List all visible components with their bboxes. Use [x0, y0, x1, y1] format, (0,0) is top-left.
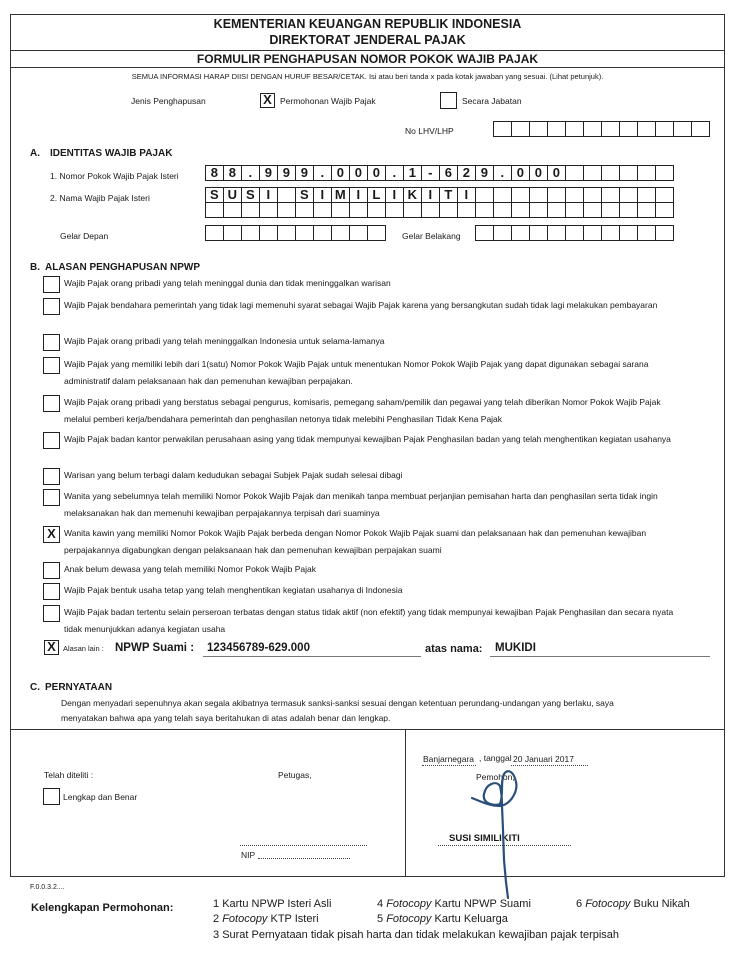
name-input-row-2[interactable]	[206, 202, 674, 218]
char-box[interactable]: 2	[457, 165, 476, 181]
char-box[interactable]	[565, 187, 584, 203]
char-box[interactable]	[619, 165, 638, 181]
char-box[interactable]: I	[421, 187, 440, 203]
reason-text: Wajib Pajak yang memiliki lebih dari 1(satu) Nomor Pokok Wajib Pajak untuk menentukan Nomor Pokok Wajib Pajak yang dapat digunakan sebagai sarana administratif dalam pelaksanaan hak dan pemenuhan kewajiban perpajakan.	[64, 359, 649, 386]
char-box[interactable]	[259, 225, 278, 241]
char-box[interactable]	[385, 202, 404, 218]
reason-text: Wajib Pajak badan kantor perwakilan perusahaan asing yang tidak mempunyai kewajiban Pajak Penghasilan badan yang telah menghentikan kegiatan usahanya	[64, 434, 671, 444]
char-box[interactable]: L	[367, 187, 386, 203]
reason-text: Anak belum dewasa yang telah memiliki Nomor Pokok Wajib Pajak	[64, 564, 316, 574]
char-box[interactable]	[349, 225, 368, 241]
attachment-item	[377, 898, 531, 910]
char-box[interactable]	[601, 165, 620, 181]
char-box[interactable]	[295, 225, 314, 241]
char-box[interactable]	[223, 225, 242, 241]
char-box[interactable]	[529, 202, 548, 218]
char-box[interactable]	[637, 225, 656, 241]
char-box[interactable]: 8	[205, 165, 224, 181]
attachment-item	[213, 929, 619, 941]
npwp-suami-value[interactable]: 123456789-629.000	[207, 642, 310, 654]
signature-divider	[405, 729, 406, 877]
char-box[interactable]: 0	[547, 165, 566, 181]
char-box[interactable]: S	[241, 187, 260, 203]
alasan-lain-label: Alasan lain :	[63, 644, 104, 653]
char-box[interactable]	[511, 187, 530, 203]
npwp-label: 1. Nomor Pokok Wajib Pajak Isteri	[50, 171, 179, 181]
char-box[interactable]	[601, 225, 620, 241]
attachment-number: 2	[213, 913, 223, 925]
char-box[interactable]	[637, 165, 656, 181]
attachment-text: Kartu Keluarga	[434, 913, 508, 925]
divider	[10, 67, 725, 68]
attachment-number: 6	[576, 898, 586, 910]
ministry-title: KEMENTERIAN KEUANGAN REPUBLIK INDONESIA	[213, 17, 522, 31]
checkbox-alasan-lain[interactable]: X	[44, 640, 59, 655]
char-box[interactable]	[277, 187, 296, 203]
char-box[interactable]	[475, 202, 494, 218]
directorate-title: DIREKTORAT JENDERAL PAJAK	[269, 33, 466, 47]
char-box[interactable]	[655, 165, 674, 181]
char-box[interactable]	[259, 202, 278, 218]
checkbox-lengkap[interactable]	[43, 788, 60, 805]
char-box[interactable]	[331, 225, 350, 241]
reason-checkbox[interactable]	[43, 276, 60, 293]
attachment-item	[377, 913, 508, 925]
char-box[interactable]	[565, 225, 584, 241]
attachment-number: 3	[213, 929, 223, 941]
reason-checkbox[interactable]	[43, 562, 60, 579]
char-box[interactable]	[529, 225, 548, 241]
char-box[interactable]	[583, 202, 602, 218]
place-value: Banjarnegara	[423, 754, 475, 764]
char-box[interactable]	[565, 121, 584, 137]
nip-label: NIP	[241, 850, 256, 860]
char-box[interactable]: .	[493, 165, 512, 181]
applicant-name: SUSI SIMILIKITI	[449, 833, 520, 844]
lhv-label: No LHV/LHP	[405, 126, 454, 136]
reason-checkbox[interactable]	[43, 357, 60, 374]
char-box[interactable]: S	[205, 187, 224, 203]
char-box[interactable]	[691, 121, 710, 137]
char-box[interactable]	[511, 225, 530, 241]
char-box[interactable]: I	[259, 187, 278, 203]
char-box[interactable]: 0	[349, 165, 368, 181]
char-box[interactable]	[529, 187, 548, 203]
char-box[interactable]	[637, 202, 656, 218]
reason-text: Warisan yang belum terbagi dalam kedudukan sebagai Subjek Pajak sudah selesai dibagi	[64, 470, 403, 480]
reason-text: Wajib Pajak orang pribadi yang berstatus sebagai pengurus, komisaris, pemegang saham/pemilik dan pegawai yang telah diberikan Nomor Pokok Wajib Pajak melalui pemberi kerja/bendahara pemerintah dan penghasilan netonya tidak melebihi Penghasilan Tidak Kena Pajak	[64, 397, 661, 424]
attachment-text: Surat Pernyataan tidak pisah harta dan tidak melakukan kewajiban pajak terpisah	[222, 929, 620, 941]
instruction-text: SEMUA INFORMASI HARAP DIISI DENGAN HURUF BESAR/CETAK. Isi atau beri tanda x pada kotak jawaban yang sesuai. (Lihat petunjuk).	[131, 72, 604, 81]
attachment-text: KTP Isteri	[270, 913, 319, 925]
petugas-label: Petugas,	[278, 770, 312, 780]
char-box[interactable]	[547, 202, 566, 218]
attachment-italic: Fotocopy	[585, 898, 634, 910]
char-box[interactable]: .	[385, 165, 404, 181]
char-box[interactable]	[475, 225, 494, 241]
pemohon-label: Pemohon,	[476, 772, 515, 782]
lhv-input[interactable]	[494, 121, 710, 137]
reason-checkbox[interactable]	[43, 605, 60, 622]
char-box[interactable]	[403, 202, 422, 218]
char-box[interactable]: K	[403, 187, 422, 203]
char-box[interactable]	[295, 202, 314, 218]
date-label: , tanggal	[479, 753, 512, 763]
atas-nama-value[interactable]: MUKIDI	[495, 642, 536, 654]
reason-text: Wanita yang sebelumnya telah memiliki Nomor Pokok Wajib Pajak dan menikah tanpa membuat perjanjian pemisahan harta dan penghasilan serta tidak ingin melaksanakan hak dan memenuhi kewajiban perpajakannya terpisah dari suaminya	[64, 491, 658, 518]
char-box[interactable]	[547, 187, 566, 203]
attachment-item	[213, 913, 319, 925]
char-box[interactable]: T	[439, 187, 458, 203]
char-box[interactable]: 8	[223, 165, 242, 181]
char-box[interactable]	[655, 187, 674, 203]
char-box[interactable]	[655, 225, 674, 241]
reason-text: Wajib Pajak bendahara pemerintah yang tidak lagi memenuhi syarat sebagai Wajib Pajak karena yang bersangkutan sudah tidak lagi melakukan pembayaran	[64, 300, 658, 310]
atas-nama-underline	[490, 656, 710, 657]
reason-text: Wajib Pajak orang pribadi yang telah meninggal dunia dan tidak meninggalkan warisan	[64, 278, 391, 288]
attachment-italic: Fotocopy	[386, 913, 435, 925]
char-box[interactable]: M	[331, 187, 350, 203]
char-box[interactable]	[637, 121, 656, 137]
reason-text: Wajib Pajak bentuk usaha tetap yang telah menghentikan kegiatan usahanya di Indonesia	[64, 585, 403, 595]
option-permohonan-label: Permohonan Wajib Pajak	[280, 96, 376, 106]
char-box[interactable]	[601, 121, 620, 137]
section-b-heading: ALASAN PENGHAPUSAN NPWP	[45, 262, 201, 273]
reason-text: Wanita kawin yang memiliki Nomor Pokok Wajib Pajak berbeda dengan Nomor Pokok Wajib Pajak suami dan pelaksanaan hak dan pemenuhan kewajiban perpajakannya digabungkan dengan pelaksanaan hak dan pemenuhan kewajiban perpajakan suami	[64, 528, 647, 555]
char-box[interactable]	[655, 202, 674, 218]
statement-text: Dengan menyadari sepenuhnya akan segala akibatnya termasuk sanksi-sanksi sesuai dengan ketentuan perundang-undangan yang berlaku, saya menyatakan bahwa apa yang telah saya beritahukan di atas adalah benar dan lengkap.	[61, 698, 614, 723]
char-box[interactable]	[367, 202, 386, 218]
char-box[interactable]: 9	[277, 165, 296, 181]
npwp-suami-underline	[203, 656, 421, 657]
char-box[interactable]: 9	[475, 165, 494, 181]
char-box[interactable]	[457, 202, 476, 218]
date-value: 20 Januari 2017	[513, 754, 574, 764]
char-box[interactable]	[475, 187, 494, 203]
reason-checkbox[interactable]	[43, 432, 60, 449]
char-box[interactable]	[349, 202, 368, 218]
char-box[interactable]	[583, 225, 602, 241]
gelar-belakang-input[interactable]	[476, 225, 674, 241]
divider	[10, 50, 725, 51]
gelar-depan-input[interactable]	[206, 225, 386, 241]
section-b-letter: B.	[30, 262, 40, 273]
attachment-item	[213, 898, 331, 910]
char-box[interactable]	[493, 121, 512, 137]
char-box[interactable]: S	[295, 187, 314, 203]
reason-checkbox[interactable]: X	[43, 526, 60, 543]
char-box[interactable]: 6	[439, 165, 458, 181]
char-box[interactable]: .	[241, 165, 260, 181]
npwp-input[interactable]	[206, 165, 674, 181]
char-box[interactable]	[511, 202, 530, 218]
reason-text: Wajib Pajak orang pribadi yang telah meninggalkan Indonesia untuk selama-lamanya	[64, 336, 385, 346]
reason-text: Wajib Pajak badan tertentu selain perseroan terbatas dengan status tidak aktif (non efektif) yang tidak mempunyai kewajiban Pajak Penghasilan dan secara nyata tidak menunjukkan adanya kegiatan usaha	[64, 607, 674, 634]
attachments-label: Kelengkapan Permohonan:	[31, 902, 174, 914]
signature-box	[10, 729, 725, 877]
char-box[interactable]	[367, 225, 386, 241]
char-box[interactable]	[439, 202, 458, 218]
char-box[interactable]	[493, 225, 512, 241]
char-box[interactable]	[277, 202, 296, 218]
char-box[interactable]	[313, 202, 332, 218]
form-title: FORMULIR PENGHAPUSAN NOMOR POKOK WAJIB PAJAK	[196, 52, 539, 66]
char-box[interactable]	[241, 225, 260, 241]
char-box[interactable]	[619, 187, 638, 203]
char-box[interactable]	[565, 202, 584, 218]
char-box[interactable]	[421, 202, 440, 218]
form-code: F.0.0.3.2....	[30, 884, 65, 891]
nip-line	[258, 858, 350, 859]
char-box[interactable]	[331, 202, 350, 218]
reason-checkbox[interactable]	[43, 489, 60, 506]
char-box[interactable]	[673, 121, 692, 137]
char-box[interactable]: 0	[331, 165, 350, 181]
reason-checkbox[interactable]	[43, 395, 60, 412]
name-label: 2. Nama Wajib Pajak Isteri	[50, 193, 150, 203]
telah-diteliti-label: Telah diteliti :	[44, 770, 94, 780]
char-box[interactable]: I	[385, 187, 404, 203]
signature-mark	[460, 760, 540, 900]
section-a-heading: IDENTITAS WAJIB PAJAK	[50, 148, 173, 159]
attachment-text: Kartu NPWP Suami	[434, 898, 531, 910]
char-box[interactable]	[583, 187, 602, 203]
atas-nama-label: atas nama:	[425, 643, 483, 655]
char-box[interactable]	[511, 121, 530, 137]
section-a-letter: A.	[30, 148, 40, 159]
attachment-item	[576, 898, 690, 910]
char-box[interactable]	[205, 225, 224, 241]
char-box[interactable]: 9	[295, 165, 314, 181]
char-box[interactable]: 9	[259, 165, 278, 181]
char-box[interactable]: U	[223, 187, 242, 203]
char-box[interactable]	[655, 121, 674, 137]
char-box[interactable]	[619, 225, 638, 241]
attachment-number: 4	[377, 898, 387, 910]
attachment-italic: Fotocopy	[386, 898, 435, 910]
char-box[interactable]: 0	[511, 165, 530, 181]
signature-stroke	[472, 771, 516, 898]
char-box[interactable]	[619, 202, 638, 218]
char-box[interactable]: 0	[367, 165, 386, 181]
char-box[interactable]	[529, 121, 548, 137]
attachment-text: Kartu NPWP Isteri Asli	[222, 898, 332, 910]
char-box[interactable]	[547, 121, 566, 137]
char-box[interactable]	[637, 187, 656, 203]
attachment-number: 1	[213, 898, 223, 910]
section-c-letter: C.	[30, 682, 40, 693]
char-box[interactable]	[241, 202, 260, 218]
char-box[interactable]	[277, 225, 296, 241]
char-box[interactable]	[223, 202, 242, 218]
char-box[interactable]	[493, 202, 512, 218]
char-box[interactable]	[601, 187, 620, 203]
char-box[interactable]	[583, 121, 602, 137]
jenis-label: Jenis Penghapusan	[131, 96, 206, 106]
char-box[interactable]	[313, 225, 332, 241]
petugas-signature-line	[240, 845, 367, 846]
gelar-depan-label: Gelar Depan	[60, 231, 109, 241]
attachment-text: Buku Nikah	[633, 898, 690, 910]
char-box[interactable]: -	[421, 165, 440, 181]
npwp-suami-label: NPWP Suami :	[115, 642, 195, 654]
char-box[interactable]: I	[457, 187, 476, 203]
char-box[interactable]: 1	[403, 165, 422, 181]
attachment-number: 5	[377, 913, 387, 925]
char-box[interactable]	[601, 202, 620, 218]
char-box[interactable]	[547, 225, 566, 241]
char-box[interactable]: 0	[529, 165, 548, 181]
option-secara-jabatan-label: Secara Jabatan	[462, 96, 522, 106]
char-box[interactable]	[205, 202, 224, 218]
reason-checkbox[interactable]	[43, 583, 60, 600]
attachment-italic: Fotocopy	[222, 913, 271, 925]
reason-checkbox[interactable]	[43, 298, 60, 315]
lengkap-label: Lengkap dan Benar	[63, 792, 138, 802]
char-box[interactable]: I	[349, 187, 368, 203]
char-box[interactable]	[493, 187, 512, 203]
char-box[interactable]: I	[313, 187, 332, 203]
checkbox-secara-jabatan[interactable]	[440, 92, 457, 109]
checkbox-permohonan[interactable]: X	[260, 93, 275, 108]
reason-checkbox[interactable]	[43, 468, 60, 485]
char-box[interactable]	[583, 165, 602, 181]
char-box[interactable]	[619, 121, 638, 137]
char-box[interactable]	[565, 165, 584, 181]
char-box[interactable]: .	[313, 165, 332, 181]
section-c-heading: PERNYATAAN	[45, 682, 113, 693]
name-input-row-1[interactable]	[206, 187, 674, 203]
gelar-belakang-label: Gelar Belakang	[402, 231, 461, 241]
reason-checkbox[interactable]	[43, 334, 60, 351]
